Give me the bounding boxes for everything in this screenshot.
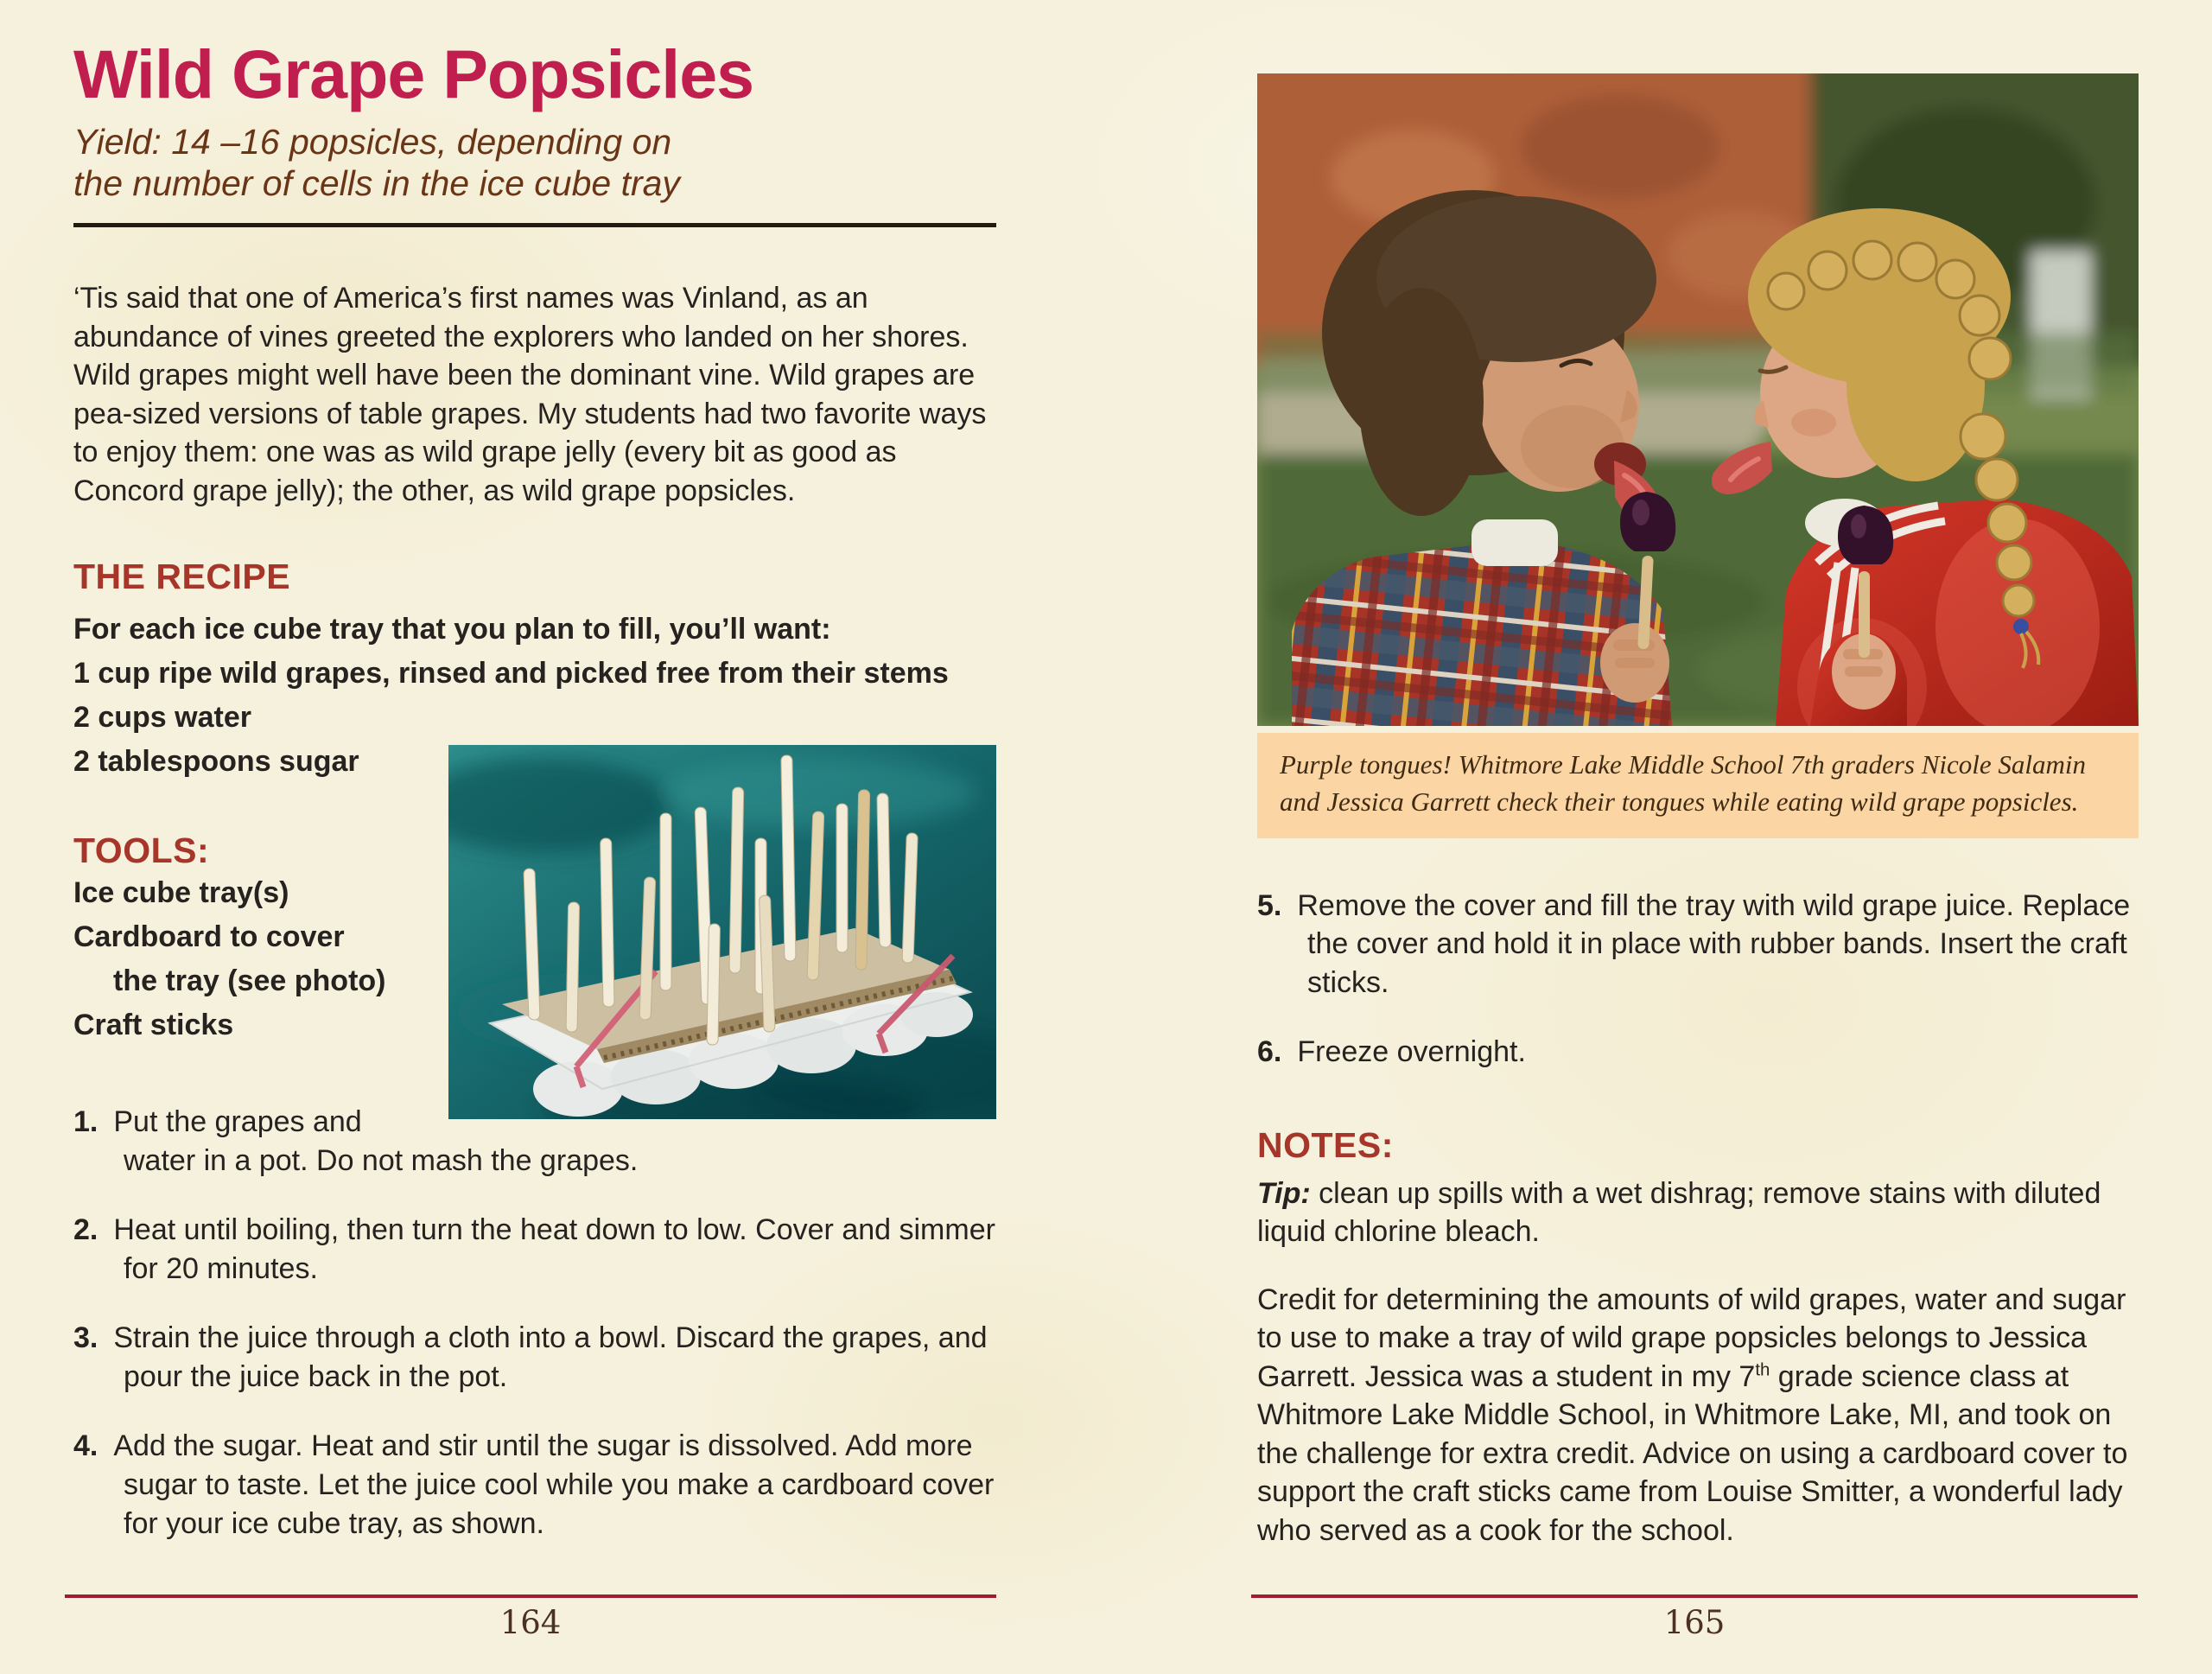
left-page xyxy=(73,35,996,1543)
title-divider xyxy=(73,223,996,227)
step-text: Strain the juice through a cloth into a bowl. Discard the grapes, and pour the juice back in the pot. xyxy=(113,1321,988,1393)
step-text: Add the sugar. Heat and stir until the sugar is dissolved. Add more sugar to taste. Let the juice cool while you make a cardboard cover for your ice cube tray, as shown. xyxy=(113,1429,995,1540)
step-text: Remove the cover and fill the tray with wild grape juice. Replace the cover and hold it in place with rubber bands. Insert the craft sticks. xyxy=(1297,888,2131,999)
tool-line: Cardboard to cover xyxy=(73,920,345,954)
tool-line: Ice cube tray(s) xyxy=(73,876,289,910)
kids-photo-art xyxy=(1257,73,2139,726)
ingredient-line: 1 cup ripe wild grapes, rinsed and picked free from their stems xyxy=(73,657,949,691)
step-number: 2. xyxy=(73,1213,99,1247)
credit-superscript: th xyxy=(1755,1360,1770,1380)
yield-subtitle xyxy=(73,122,996,204)
step-number: 3. xyxy=(73,1321,99,1355)
tool-line-continued: the tray (see photo) xyxy=(113,964,386,998)
step-6 xyxy=(1257,1033,2139,1072)
tools-heading: TOOLS: xyxy=(73,831,210,871)
right-page xyxy=(1257,73,2139,1579)
yield-subtitle-line1: Yield: 14 –16 popsicles, depending on xyxy=(73,122,672,162)
ingredient-line: 2 cups water xyxy=(73,701,251,735)
kids-photo xyxy=(1257,73,2139,726)
step-2 xyxy=(73,1211,996,1288)
steps-5-6 xyxy=(1257,887,2139,1072)
step-number: 1. xyxy=(73,1105,99,1139)
step-text: Put the grapes and water in a pot. Do not mash the grapes. xyxy=(113,1105,639,1177)
right-footer-rule xyxy=(1251,1594,2138,1598)
credit-paragraph xyxy=(1257,1281,2139,1550)
tip-label: Tip: xyxy=(1257,1176,1311,1210)
tray-photo-art xyxy=(448,745,996,1119)
yield-subtitle-line2: the number of cells in the ice cube tray xyxy=(73,162,680,203)
tip-text: clean up spills with a wet dishrag; remove stains with diluted liquid chlorine bleach. xyxy=(1257,1176,2101,1249)
recipe-intro-line: For each ice cube tray that you plan to fill, you’ll want: xyxy=(73,613,831,646)
left-footer-rule xyxy=(65,1594,996,1598)
ingredient-line: 2 tablespoons sugar xyxy=(73,745,359,779)
step-number: 6. xyxy=(1257,1035,1282,1069)
step-3 xyxy=(73,1319,996,1396)
steps-1-4 xyxy=(73,1103,996,1543)
page-title: Wild Grape Popsicles xyxy=(73,35,754,112)
photo-caption: Purple tongues! Whitmore Lake Middle School 7th graders Nicole Salamin and Jessica Garrett check their tongues while eating wild grape popsicles. xyxy=(1257,733,2139,838)
step-text: Freeze overnight. xyxy=(1297,1035,1526,1069)
step-number: 5. xyxy=(1257,888,1282,922)
right-page-number: 165 xyxy=(1663,1604,1726,1641)
step-number: 4. xyxy=(73,1429,99,1463)
tool-line: Craft sticks xyxy=(73,1009,234,1042)
intro-paragraph: ‘Tis said that one of America’s first names was Vinland, as an abundance of vines greeted the explorers who landed on her shores. Wild grapes might well have been the dominant vine. Wild grapes are pea-sized versions of table grapes. My students had two favorite ways to enjoy them: one was as wild grape jelly (every bit as good as Concord grape jelly); the other, as wild grape popsicles. xyxy=(73,282,987,507)
credit-text-before: Credit for determining the amounts of wild grapes, water and sugar to use to make a tray of wild grape popsicles belongs to Jessica Garrett. Jessica was a student in my 7 xyxy=(1257,1283,2126,1393)
credit-text-after: grade science class at Whitmore Lake Middle School, in Whitmore Lake, MI, and took on the challenge for extra credit. Advice on using a cardboard cover to support the craft sticks came from Louise Smitter, a wonderful lady who served as a cook for the school. xyxy=(1257,1359,2128,1547)
notes-heading: NOTES: xyxy=(1257,1124,1394,1165)
step-text: Heat until boiling, then turn the heat down to low. Cover and simmer for 20 minutes. xyxy=(113,1213,995,1285)
left-page-number: 164 xyxy=(499,1604,562,1641)
step-4 xyxy=(73,1427,996,1543)
tip-paragraph xyxy=(1257,1174,2139,1251)
tray-photo xyxy=(448,745,996,1119)
step-5 xyxy=(1257,887,2139,1002)
recipe-heading: THE RECIPE xyxy=(73,557,291,597)
